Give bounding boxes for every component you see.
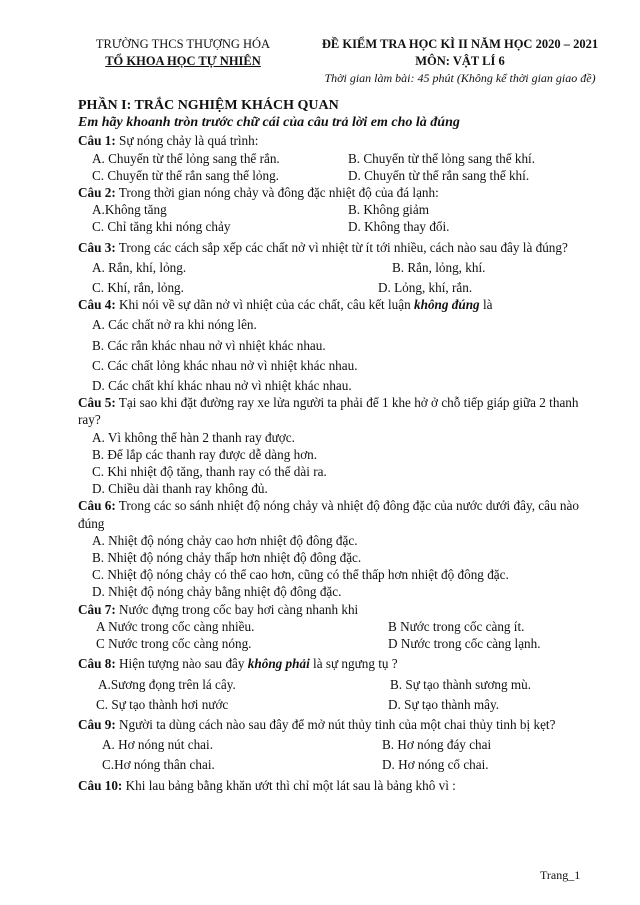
option-c[interactable]: C Nước trong cốc càng nóng. [96, 636, 252, 652]
option-row [78, 676, 598, 693]
question-number: Câu 1: [78, 133, 116, 149]
option-row [78, 696, 598, 713]
option-b[interactable]: B. Chuyển từ thể lỏng sang thể khí. [348, 150, 535, 166]
option-row [78, 259, 598, 276]
option-a[interactable]: A.Sương đọng trên lá cây. [98, 676, 236, 692]
school-name: TRƯỜNG THCS THƯỢNG HÓA [95, 37, 271, 51]
instruction: Em hãy khoanh tròn trước chữ cái của câu trả lời em cho là đúng [78, 115, 460, 131]
option-b[interactable]: B Nước trong cốc càng ít. [388, 618, 525, 634]
question-number: Câu 6: [78, 498, 116, 514]
question-number: Câu 7: [78, 601, 116, 617]
question-10 [78, 777, 598, 794]
option-a[interactable]: A.Không tăng [92, 202, 167, 218]
option-a[interactable]: A. Hơ nóng nút chai. [102, 737, 213, 753]
option-d[interactable]: D. Sự tạo thành mây. [388, 696, 500, 712]
question-text: Hiện tượng nào sau đây [115, 656, 248, 672]
option-b[interactable]: B. Hơ nóng đáy chai [382, 737, 492, 753]
question-number: Câu 9: [78, 716, 116, 732]
option-c[interactable]: C. Nhiệt độ nóng chảy có thể cao hơn, cũng có thể thấp hơn nhiệt độ đông đặc. [92, 567, 509, 583]
question-number: Câu 4: [78, 297, 116, 313]
question-text: Khi nói về sự dãn nở vì nhiệt của các chất, câu kết luận [115, 297, 415, 313]
question-text: Người ta dùng cách nào sau đây để mở nút thủy tinh của một chai thủy tinh bị kẹt? [115, 716, 556, 732]
question-text: Trong các cách sắp xếp các chất nở vì nhiệt từ ít tới nhiều, cách nào sau đây là đúng? [115, 239, 568, 255]
part-title: PHẦN I: TRẮC NGHIỆM KHÁCH QUAN [78, 98, 339, 113]
option-b[interactable]: B. Nhiệt độ nóng chảy thấp hơn nhiệt độ đông đặc. [92, 550, 362, 566]
option-row [78, 150, 598, 167]
question-6 [78, 497, 598, 531]
option-row [78, 201, 598, 218]
question-text: Tại sao khi đặt đường ray xe lửa người ta phải để 1 khe hở ở chỗ tiếp giáp giữa 2 thanh ray? [78, 395, 579, 428]
option-c[interactable]: C. Các chất lỏng khác nhau nở vì nhiệt khác nhau. [92, 357, 358, 373]
option-c[interactable]: C. Khí, rắn, lỏng. [92, 280, 184, 296]
option-a[interactable]: A. Chuyển từ thể lỏng sang thể rắn. [92, 150, 280, 166]
exam-title: ĐỀ KIỂM TRA HỌC KÌ II NĂM HỌC 2020 – 2021 [321, 37, 599, 51]
question-tail: là sự ngưng tụ ? [309, 656, 398, 672]
option-d[interactable]: D. Chuyển từ thể rắn sang thể khí. [348, 167, 530, 183]
subject: MÔN: VẬT LÍ 6 [415, 54, 505, 68]
option-a[interactable]: A. Các chất nở ra khi nóng lên. [92, 317, 257, 333]
question-text: Trong thời gian nóng chảy và đông đặc nhiệt độ của đá lạnh: [115, 185, 439, 201]
option-c[interactable]: C. Sự tạo thành hơi nước [96, 696, 229, 712]
option-row [78, 218, 598, 235]
option-row [78, 167, 598, 184]
page-number: Trang_1 [540, 868, 581, 882]
question-text: Khi lau bảng bằng khăn ướt thì chỉ một lát sau là bảng khô vì : [122, 777, 456, 793]
question-5 [78, 394, 598, 428]
option-b[interactable]: B. Để lắp các thanh ray được dễ dàng hơn. [92, 446, 318, 462]
option-d[interactable]: D. Hơ nóng cổ chai. [382, 757, 489, 773]
option-d[interactable]: D. Chiều dài thanh ray không đủ. [92, 481, 268, 497]
option-d[interactable]: D. Nhiệt độ nóng chảy bằng nhiệt độ đông đặc. [92, 584, 342, 600]
option-row [78, 279, 598, 296]
question-emphasis: không phải [247, 656, 310, 672]
question-text: Trong các so sánh nhiệt độ nóng chảy và nhiệt độ đông đặc của nước dưới đây, câu nào đúng [78, 498, 579, 531]
option-d[interactable]: D Nước trong cốc càng lạnh. [388, 636, 541, 652]
option-row [78, 756, 598, 773]
question-number: Câu 10: [78, 777, 123, 793]
exam-content [78, 97, 598, 794]
option-row [78, 618, 598, 635]
option-c[interactable]: C. Chuyển từ thể rắn sang thể lỏng. [92, 167, 279, 183]
option-b[interactable]: B. Không giảm [348, 202, 429, 218]
question-number: Câu 8: [78, 656, 116, 672]
question-7 [78, 601, 598, 618]
question-emphasis: không đúng [414, 297, 480, 313]
question-9 [78, 716, 598, 733]
option-c[interactable]: C.Hơ nóng thân chai. [102, 757, 215, 773]
option-a[interactable]: A. Rắn, khí, lỏng. [92, 259, 187, 275]
option-a[interactable]: A. Vì không thể hàn 2 thanh ray được. [92, 429, 295, 445]
option-a[interactable]: A. Nhiệt độ nóng chảy cao hơn nhiệt độ đông đặc. [92, 532, 358, 548]
duration: Thời gian làm bài: 45 phút (Không kể thời gian giao đề) [324, 71, 596, 85]
question-number: Câu 5: [78, 395, 116, 411]
option-b[interactable]: B. Sự tạo thành sương mù. [390, 676, 532, 692]
option-row [78, 635, 598, 652]
option-row [78, 736, 598, 753]
header-right [300, 36, 620, 87]
question-number: Câu 3: [78, 239, 116, 255]
header-left [78, 36, 288, 70]
question-8 [78, 655, 598, 672]
option-b[interactable]: B. Rắn, lỏng, khí. [392, 259, 486, 275]
question-1 [78, 132, 598, 149]
option-b[interactable]: B. Các rắn khác nhau nở vì nhiệt khác nhau. [92, 337, 326, 353]
question-text: Sự nóng chảy là quá trình: [115, 133, 259, 149]
question-tail: là [479, 297, 493, 313]
option-d[interactable]: D. Các chất khí khác nhau nở vì nhiệt khác nhau. [92, 378, 352, 394]
question-number: Câu 2: [78, 185, 116, 201]
question-2 [78, 184, 598, 201]
question-3 [78, 239, 598, 256]
question-4 [78, 296, 598, 313]
option-d[interactable]: D. Lỏng, khí, rắn. [378, 280, 473, 296]
option-c[interactable]: C. Khi nhiệt độ tăng, thanh ray có thể dài ra. [92, 464, 327, 480]
option-c[interactable]: C. Chỉ tăng khi nóng chảy [92, 219, 231, 235]
option-a[interactable]: A Nước trong cốc càng nhiều. [96, 618, 255, 634]
option-d[interactable]: D. Không thay đổi. [348, 219, 450, 235]
question-text: Nước đựng trong cốc bay hơi càng nhanh khi [115, 601, 359, 617]
department-name: TỔ KHOA HỌC TỰ NHIÊN [105, 54, 261, 68]
